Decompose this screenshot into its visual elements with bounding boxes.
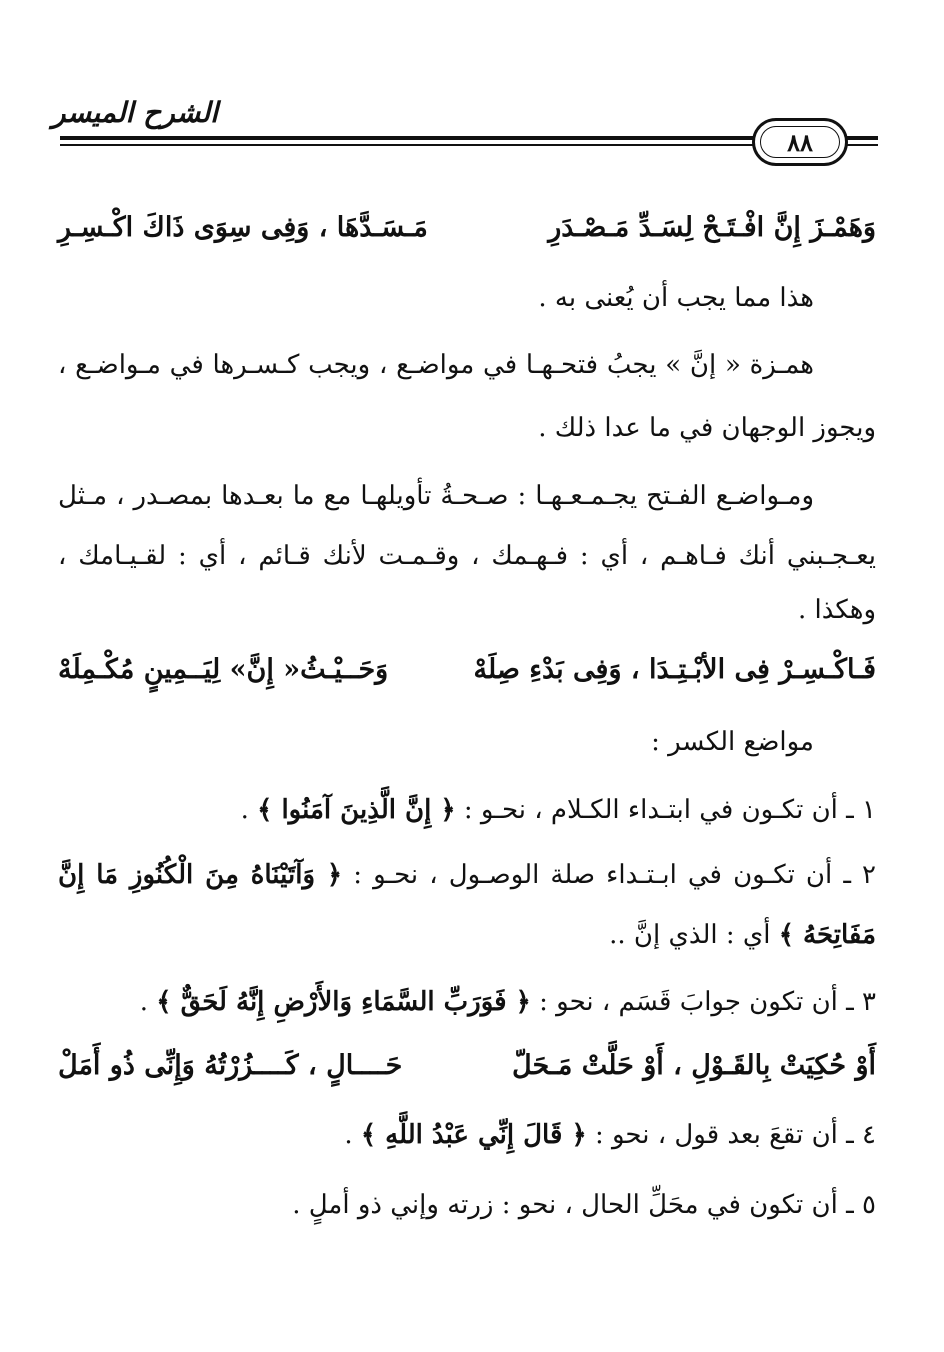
verse-1-first-hemistich: وَهَمْـزَ إِنَّ افْـتَـحْ لِسَـدِّ مَـصْـدَرِ: [548, 212, 876, 243]
list-item-2-quran-quote: ﴿ وَآتَيْنَاهُ مِنَ الْكُنُوزِ مَا إِنَّ: [58, 860, 343, 890]
page-number-badge: [752, 118, 848, 166]
list-item-4-quran-quote: ﴿ قَالَ إِنِّي عَبْدُ اللَّهِ ﴾: [360, 1120, 587, 1150]
verse-1-second-hemistich: مَـسَـدَّهَا ، وَفِى سِوَى ذَاكَ اكْـسِـرِ: [58, 212, 428, 243]
running-header-title: الشرح الميسر: [52, 96, 218, 129]
section-heading: مواضع الكسر :: [651, 727, 814, 757]
verse-3-first-hemistich: أَوْ حُكِيَتْ بِالقَـوْلِ ، أَوْ حَلَّتْ مَـحَلّ: [512, 1050, 876, 1081]
paragraph-3-line-1: ومـواضـع الفـتح يجـمـعـهـا : صـحـةُ تأويلهـا مع ما بعـدها بمصـدر ، مـثل: [58, 481, 814, 511]
paragraph-3-line-2: يعـجـبني أنك فـاهـم ، أي : فـهـمك ، وقـمـت لأنك قـائم ، أي : لقـيـامك ،: [58, 541, 876, 571]
page-number: ٨٨: [787, 127, 813, 157]
paragraph-3-line-3: وهكذا .: [797, 595, 876, 625]
verse-2-second-hemistich: وَحَــيْـثُ« إِنَّ» لِيَــمِينٍ مُكْـمِلَهْ: [58, 654, 389, 685]
list-item-1-text: ١ ـ أن تكـون في ابتـداء الكـلام ، نحـو :: [463, 795, 876, 825]
paragraph-2-line-1: همـزة « إنَّ » يجبُ فتحـهـا في مواضـع ، ويجب كـسـرها في مـواضـع ،: [58, 350, 814, 380]
verse-3-second-hemistich: حَــــالٍ ، كَــــزُرْتُهُ وَإِنِّى ذُو أَمَلْ: [58, 1050, 403, 1081]
list-item-3-end: .: [139, 987, 149, 1017]
list-item-3-text: ٣ ـ أن تكون جوابَ قَسَم ، نحو :: [539, 987, 876, 1017]
verse-line-3: [58, 1046, 876, 1086]
list-item-2-quran-quote-end: مَفَاتِحَهُ ﴾: [778, 920, 876, 950]
verse-line-2: [58, 650, 876, 690]
list-item-2-text: ٢ ـ أن تكـون في ابـتـداء صلة الوصـول ، نحـو :: [353, 860, 877, 890]
list-item-3: [58, 982, 876, 1022]
list-item-4-text: ٤ ـ أن تقعَ بعد قول ، نحو :: [594, 1120, 876, 1150]
list-item-3-quran-quote: ﴿ فَوَرَبِّ السَّمَاءِ وَالأَرْضِ إِنَّهُ لَحَقٌّ ﴾: [156, 987, 531, 1017]
list-item-5: ٥ ـ أن تكون في محَلِّ الحال ، نحو : زرته وإني ذو أملٍ .: [292, 1190, 876, 1220]
list-item-2-line-2: [58, 915, 876, 955]
list-item-2-explanation: أي : الذي إنَّ ..: [609, 920, 771, 950]
verse-line-1: [58, 208, 876, 248]
list-item-1-quran-quote: ﴿ إِنَّ الَّذِينَ آمَنُوا ﴾: [257, 795, 456, 825]
list-item-1-end: .: [240, 795, 249, 825]
paragraph-1-line-1: هذا مما يجب أن يُعنى به .: [538, 283, 814, 313]
list-item-1: [58, 790, 876, 830]
paragraph-2-line-2: ويجوز الوجهان في ما عدا ذلك .: [538, 413, 876, 443]
list-item-4-end: .: [344, 1120, 353, 1150]
list-item-4: [58, 1115, 876, 1155]
list-item-2-line-1: [58, 855, 876, 895]
verse-2-first-hemistich: فَـاكْـسِـرْ فِى الأبْـتِـدَا ، وَفِى بَدْءِ صِلَهْ: [473, 654, 876, 685]
